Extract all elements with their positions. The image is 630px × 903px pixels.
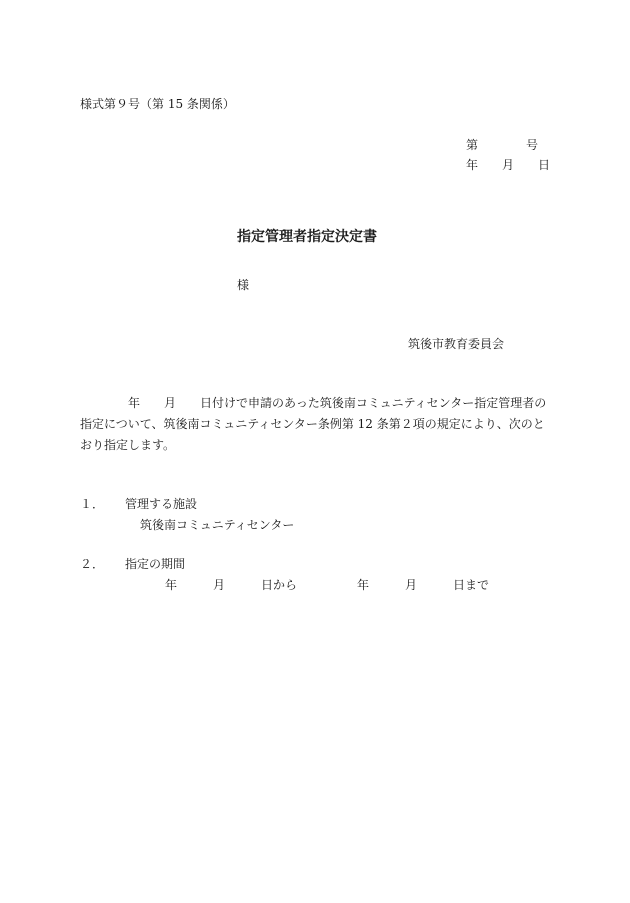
form-label: 様式第９号（第 15 条関係） (80, 97, 235, 111)
item-1-content: 筑後南コミュニティセンター (140, 518, 295, 532)
body-paragraph: 年 月 日付けで申請のあった筑後南コミュニティセンター指定管理者の指定について、筑後南コミュニティセンター条例第 12 条第２項の規定により、次のとおり指定します。 (80, 396, 547, 452)
item-1-heading: 管理する施設 (125, 497, 198, 511)
item-2-number: ２． (80, 557, 105, 571)
issue-date-line: 年 月 日 (466, 158, 551, 172)
item-2-heading: 指定の期間 (125, 557, 186, 571)
document-title: 指定管理者指定決定書 (237, 229, 377, 245)
item-2-content: 年 月 日から 年 月 日まで (165, 578, 490, 592)
document-number-line: 第 号 (466, 138, 539, 152)
addressee-suffix: 様 (237, 278, 250, 292)
item-1-number: １． (80, 497, 105, 511)
issuer-name: 筑後市教育委員会 (408, 337, 505, 351)
